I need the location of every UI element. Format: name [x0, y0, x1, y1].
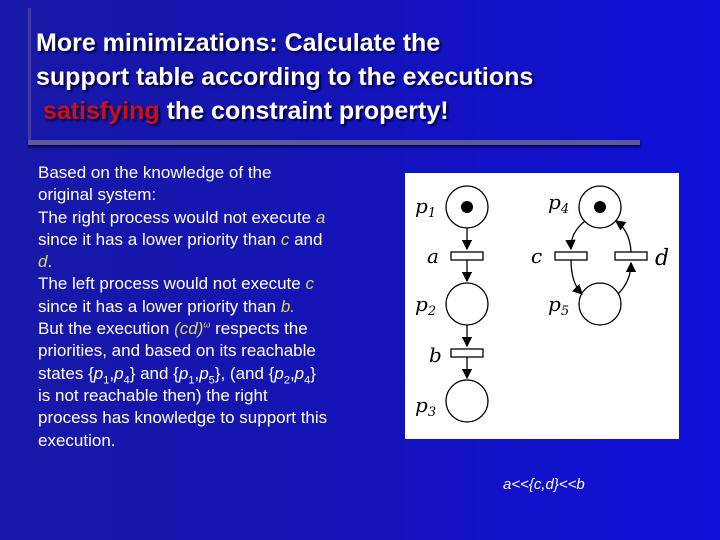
- title-line-1: More minimizations: Calculate the: [36, 29, 441, 57]
- petri-net-diagram: [405, 173, 679, 439]
- body-line-9: priorities, and based on its reachable: [38, 341, 316, 361]
- slide-title: [36, 26, 706, 128]
- title-accent-bar: [28, 8, 31, 143]
- place-subscript: 4: [304, 374, 311, 387]
- body-text: [38, 162, 388, 452]
- body-text-span: The left process would not execute: [38, 274, 306, 294]
- priority-caption: a<<{c,d}<<b: [503, 476, 585, 493]
- place-ref: p: [199, 363, 209, 383]
- body-line-10: [38, 363, 388, 385]
- body-line-13: execution.: [38, 430, 116, 450]
- title-line-2: support table according to the executions: [36, 63, 534, 91]
- transition-c-ref: c: [305, 274, 314, 294]
- body-line-2: original system:: [38, 185, 157, 205]
- place-subscript: 1: [188, 374, 195, 387]
- body-line-12: process has knowledge to support this: [38, 408, 328, 428]
- title-rest: the constraint property!: [159, 97, 449, 125]
- transition-c: [555, 252, 587, 260]
- label-c: c: [531, 244, 543, 268]
- body-text-span: .: [47, 252, 53, 272]
- transition-b-ref: b.: [280, 296, 296, 316]
- body-text-span: The right process would not execute: [38, 207, 316, 227]
- transition-d-ref: d: [38, 252, 48, 272]
- place-ref: p: [294, 363, 305, 383]
- label-p2: $p_2$: [415, 292, 437, 319]
- body-text-span: since it has a lower priority than: [38, 296, 281, 316]
- label-p1: $p_1$: [415, 194, 437, 221]
- label-d: d: [655, 246, 670, 271]
- token-p1: [461, 201, 473, 213]
- transition-c-ref: c: [280, 229, 290, 249]
- body-line-5: [38, 251, 388, 273]
- label-a: a: [427, 244, 439, 268]
- place-subscript: 2: [283, 374, 290, 387]
- body-line-7: [38, 296, 388, 318]
- body-text-span: But the execution: [38, 319, 175, 339]
- place-p3: [446, 380, 488, 422]
- title-divider: [28, 140, 640, 145]
- body-text-span: ,: [109, 363, 115, 383]
- place-ref: p: [114, 363, 124, 383]
- body-text-span: }, (and {: [214, 363, 275, 383]
- body-text-span: states {: [38, 363, 94, 383]
- transition-a-ref: a: [315, 207, 326, 227]
- place-ref: p: [178, 363, 189, 383]
- place-subscript: 5: [208, 374, 215, 387]
- body-line-3: [38, 207, 388, 229]
- omega-superscript: ω: [203, 319, 211, 330]
- title-highlight: satisfying: [42, 97, 160, 125]
- place-p2: [446, 283, 488, 325]
- body-text-span: } and {: [129, 363, 179, 383]
- body-line-1: Based on the knowledge of the: [38, 163, 272, 182]
- body-text-span: and: [289, 229, 323, 249]
- body-line-4: [38, 229, 388, 251]
- place-subscript: 4: [123, 374, 130, 387]
- body-text-span: }: [310, 363, 316, 383]
- body-line-8: [38, 318, 388, 340]
- transition-b: [451, 349, 483, 357]
- execution-ref: (cd): [174, 319, 204, 339]
- transition-a: [451, 252, 483, 260]
- body-line-11: is not reachable then) the right: [38, 385, 268, 405]
- label-p3: $p_3$: [415, 393, 437, 420]
- label-b: b: [429, 343, 442, 367]
- body-text-span: since it has a lower priority than: [38, 229, 281, 249]
- place-subscript: 1: [103, 374, 110, 387]
- place-p5: [579, 283, 621, 325]
- body-text-span: respects the: [210, 319, 308, 339]
- label-p4: $p_4$: [548, 190, 570, 217]
- place-ref: p: [274, 363, 284, 383]
- body-text-span: ,: [289, 363, 295, 383]
- label-p5: $p_5$: [548, 292, 570, 319]
- body-text-span: ,: [194, 363, 200, 383]
- body-line-6: [38, 273, 388, 295]
- petri-net-figure: [405, 173, 679, 439]
- token-p4: [594, 201, 606, 213]
- transition-d: [615, 252, 647, 260]
- place-ref: p: [93, 363, 104, 383]
